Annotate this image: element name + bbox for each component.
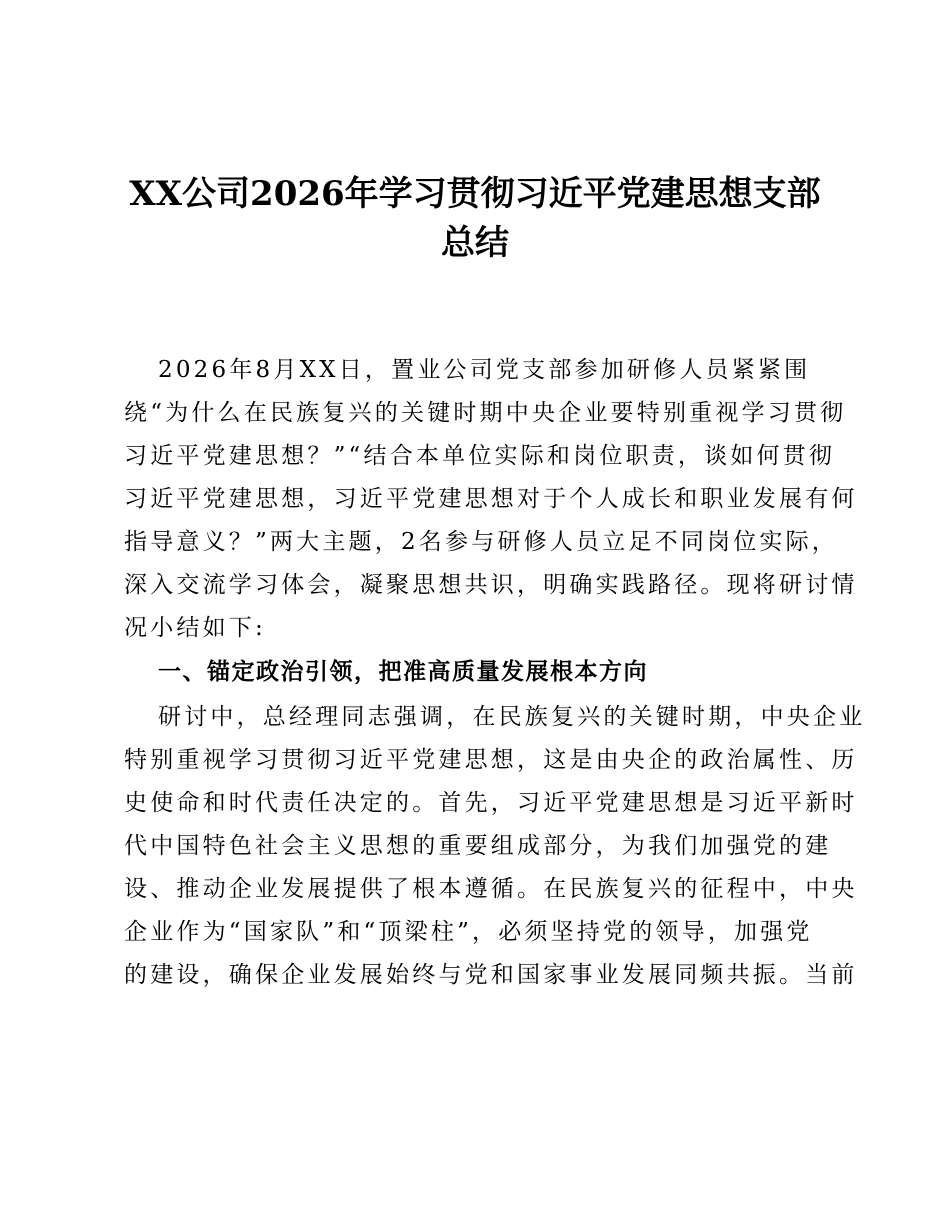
paragraph-line: 2026年8月XX日，置业公司党支部参加研修人员紧紧围 — [158, 357, 811, 383]
paragraph-line: 史使命和时代责任决定的。首先，习近平党建思想是习近平新时 — [124, 790, 858, 816]
paragraph-line: 绕“为什么在民族复兴的关键时期中央企业要特别重视学习贯彻 — [124, 400, 847, 426]
paragraph-line: 特别重视学习贯彻习近平党建思想，这是由央企的政治属性、历 — [124, 747, 858, 773]
paragraph-line: 企业作为“国家队”和“顶梁柱”，必须坚持党的领导，加强党 — [124, 919, 813, 945]
paragraph-line: 设、推动企业发展提供了根本遵循。在民族复兴的征程中，中央 — [124, 876, 858, 902]
paragraph-line: 的建设，确保企业发展始终与党和国家事业发展同频共振。当前 — [124, 962, 858, 988]
paragraph-line: 指导意义？”两大主题，2名参与研修人员立足不同岗位实际， — [124, 529, 838, 555]
paragraph-line: 习近平党建思想？”“结合本单位实际和岗位职责，谈如何贯彻 — [124, 443, 836, 469]
section-heading: 一、锚定政治引领，把准高质量发展根本方向 — [158, 659, 648, 685]
document-title-line-2: 总结 — [441, 223, 509, 263]
paragraph-line: 深入交流学习体会，凝聚思想共识，明确实践路径。现将研讨情 — [124, 572, 858, 598]
paragraph-line: 代中国特色社会主义思想的重要组成部分，为我们加强党的建 — [124, 833, 832, 859]
document-title-line-1: XX公司2026年学习贯彻习近平党建思想支部 — [129, 174, 821, 214]
paragraph-line: 况小结如下: — [124, 615, 266, 641]
paragraph-line: 习近平党建思想，习近平党建思想对于个人成长和职业发展有何 — [124, 486, 858, 512]
paragraph-line: 研讨中，总经理同志强调，在民族复兴的关键时期，中央企业 — [158, 704, 866, 730]
